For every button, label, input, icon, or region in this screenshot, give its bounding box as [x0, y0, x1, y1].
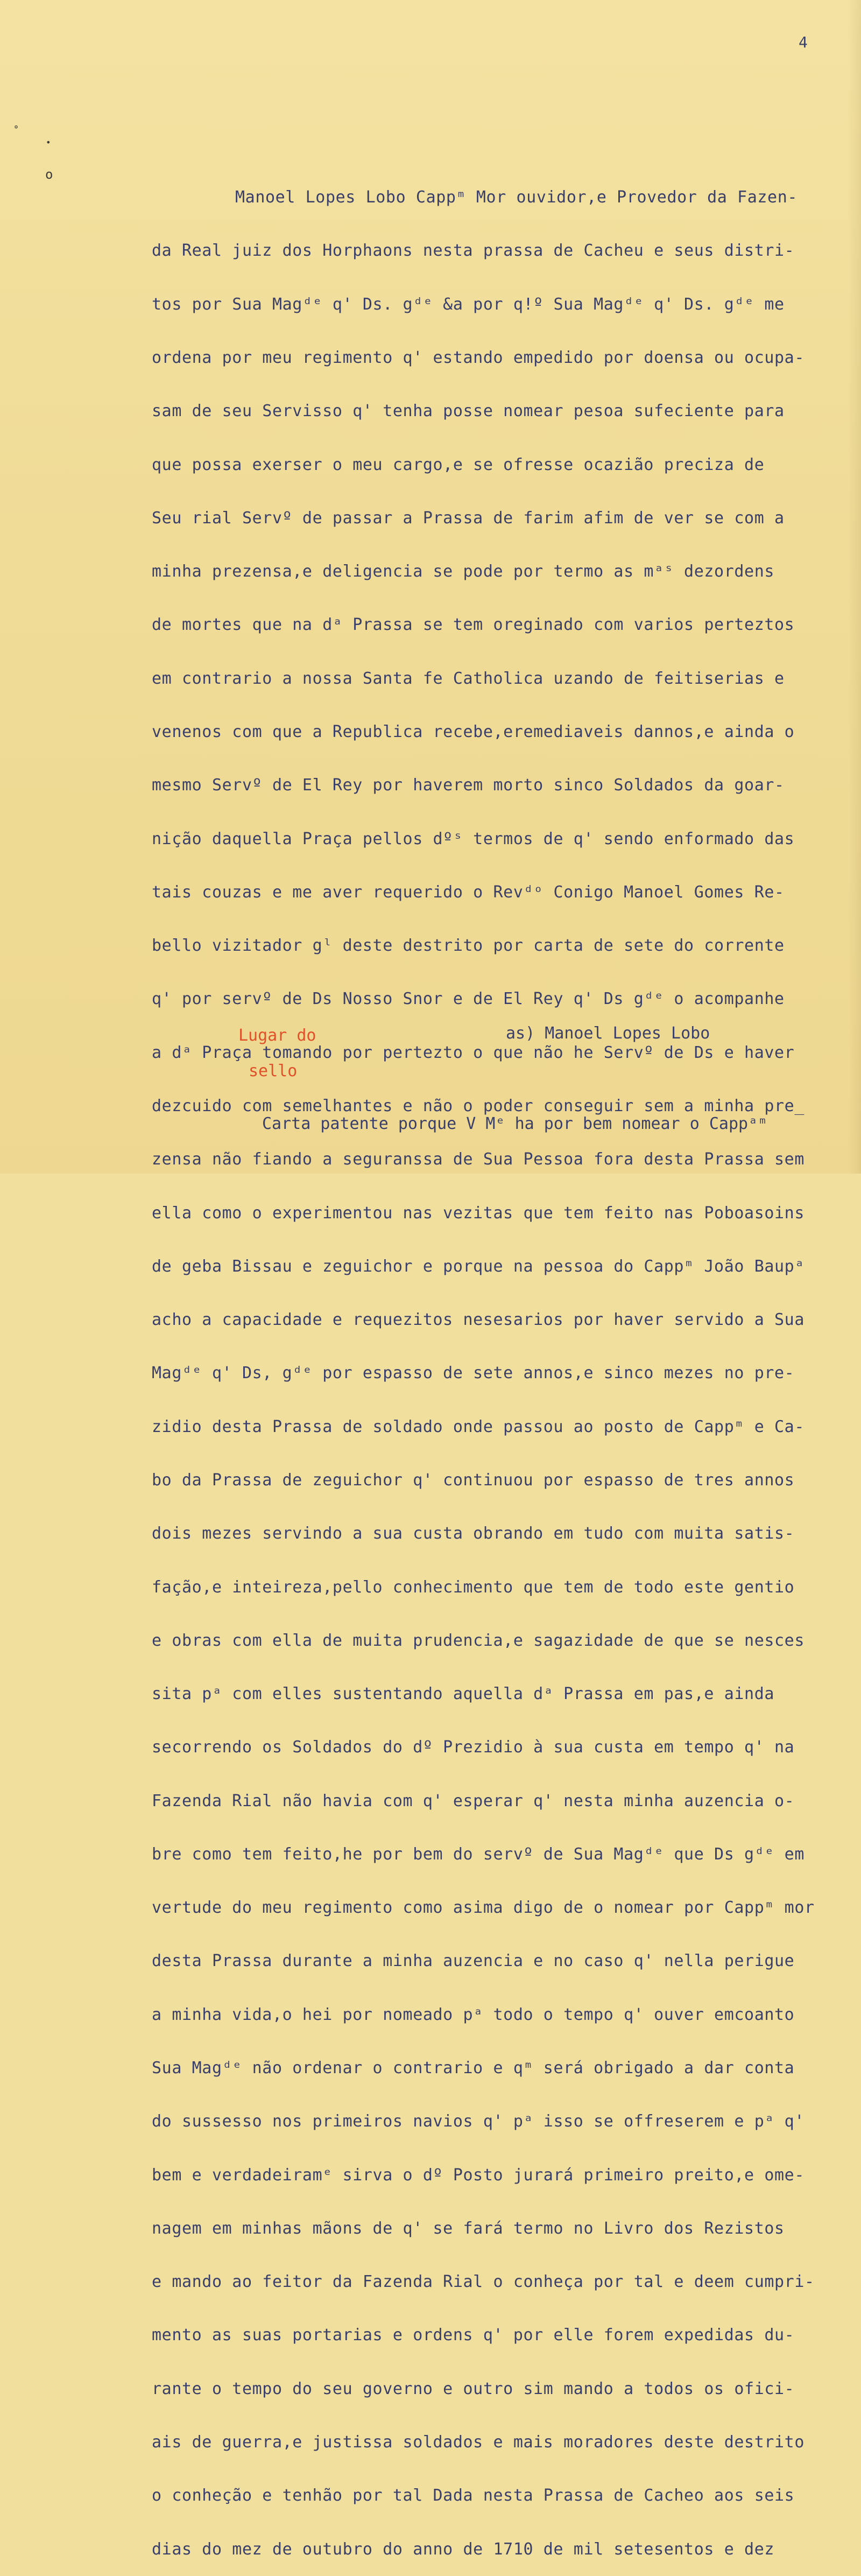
text-line: minha prezensa,e deligencia se pode por termo as mᵃˢ dezordens [152, 562, 775, 581]
text-line: dezcuido com semelhantes e não o poder conseguir sem a minha pre_ [152, 1096, 804, 1115]
text-line: dois mezes servindo a sua custa obrando em tudo com muita satis- [152, 1524, 795, 1543]
text-line: o conheção e tenhão por tal Dada nesta Prassa de Cacheo aos seis [152, 2486, 795, 2505]
text-line: Magᵈᵉ q' Ds, gᵈᵉ por espasso de sete annos,e sinco mezes no pre- [152, 1364, 795, 1383]
text-line: e obras com ella de muita prudencia,e sagazidade de que se nesces [152, 1631, 804, 1650]
text-line: de geba Bissau e zeguichor e porque na pessoa do Cappᵐ João Baupᵃ [152, 1257, 804, 1276]
text-line: zidio desta Prassa de soldado onde passou ao posto de Cappᵐ e Ca- [152, 1417, 804, 1436]
text-line: da Real juiz dos Horphaons nesta prassa de Cacheu e seus distri- [152, 241, 795, 261]
text-line: ais de guerra,e justissa soldados e mais moradores deste destrito [152, 2433, 804, 2452]
text-line: a minha vida,o hei por nomeado pᵃ todo o tempo q' ouver emcoanto [152, 2005, 795, 2024]
text-line: sita pᵃ com elles sustentando aquella dᵃ Prassa em pas,e ainda [152, 1684, 775, 1704]
text-line: zensa não fiando a seguranssa de Sua Pessoa fora desta Prassa sem [152, 1150, 804, 1169]
text-line: em contrario a nossa Santa fe Catholica uzando de feitiserias e [152, 669, 785, 688]
text-line: dias do mez de outubro do anno de 1710 de mil setesentos e dez [152, 2539, 775, 2559]
text-line: bem e verdadeiramᵉ sirva o dº Posto jurará primeiro preito,e ome- [152, 2165, 804, 2185]
text-line: ordena por meu regimento q' estando empedido por doensa ou ocupa- [152, 348, 804, 368]
text-line: nagem em minhas mãons de q' se fará termo no Livro dos Rezistos [152, 2219, 785, 2238]
margin-mark: • [46, 137, 51, 148]
text-line: mesmo Servº de El Rey por haverem morto sinco Soldados da goar- [152, 776, 785, 795]
seal-place-label: Lugar do [238, 1026, 316, 1045]
text-line: acho a capacidade e requezitos nesesarios por haver servido a Sua [152, 1310, 804, 1330]
text-line: de mortes que na dᵃ Prassa se tem oreginado com varios perteztos [152, 615, 795, 635]
text-line: Sua Magᵈᵉ não ordenar o contrario e qᵐ será obrigado a dar conta [152, 2059, 795, 2078]
page-number: 4 [799, 33, 808, 51]
text-line: fação,e inteireza,pello conhecimento que tem de todo este gentio [152, 1577, 795, 1597]
text-line: e mando ao feitor da Fazenda Rial o conheça por tal e deem cumpri- [152, 2272, 815, 2292]
text-line: sam de seu Servisso q' tenha posse nomear pesoa sufeciente para [152, 402, 785, 421]
text-line: bello vizitador gˡ deste destrito por carta de sete do corrente [152, 936, 785, 956]
margin-mark: o [45, 167, 53, 182]
text-line: secorrendo os Soldados do dº Prezidio à sua custa em tempo q' na [152, 1738, 795, 1757]
text-line: nição daquella Praça pellos dºˢ termos de q' sendo enformado das [152, 829, 795, 848]
text-line: que possa exerser o meu cargo,e se ofresse ocazião preciza de [152, 455, 765, 474]
closing-line: Carta patente porque V Mᵉ ha por bem nomear o Cappᵃᵐ [262, 1114, 768, 1133]
text-line: Fazenda Rial não havia com q' esperar q' nesta minha auzencia o- [152, 1791, 795, 1810]
document-body [152, 153, 857, 2576]
margin-mark: ˚ [13, 125, 20, 138]
text-line: desta Prassa durante a minha auzencia e no caso q' nella perigue [152, 1952, 795, 1971]
text-line: Manoel Lopes Lobo Cappᵐ Mor ouvidor,e Provedor da Fazen- [235, 188, 798, 207]
text-line: tais couzas e me aver requerido o Revᵈᵒ Conigo Manoel Gomes Re- [152, 882, 785, 902]
text-line: mento as suas portarias e ordens q' por elle forem expedidas du- [152, 2326, 795, 2345]
text-line: rante o tempo do seu governo e outro sim mando a todos os ofici- [152, 2379, 795, 2398]
text-line: do sussesso nos primeiros navios q' pᵃ isso se offreserem e pᵃ q' [152, 2112, 804, 2131]
seal-place-label: sello [249, 1062, 298, 1080]
text-line: Seu rial Servº de passar a Prassa de farim afim de ver se com a [152, 508, 785, 528]
text-line: a dᵃ Praça tomando por pertezto o que não he Servº de Ds e haver [152, 1043, 795, 1062]
text-line: bre como tem feito,he por bem do servº de Sua Magᵈᵉ que Ds gᵈᵉ em [152, 1844, 804, 1864]
text-line: vertude do meu regimento como asima digo de o nomear por Cappᵐ mor [152, 1898, 815, 1918]
signature-line: as) Manoel Lopes Lobo [506, 1024, 710, 1043]
text-line: venenos com que a Republica recebe,eremediaveis dannos,e ainda o [152, 722, 795, 741]
text-line: q' por servº de Ds Nosso Snor e de El Rey q' Ds gᵈᵉ o acompanhe [152, 989, 785, 1009]
text-line: ella como o experimentou nas vezitas que tem feito nas Poboasoins [152, 1203, 804, 1223]
text-line: bo da Prassa de zeguichor q' continuou por espasso de tres annos [152, 1470, 795, 1490]
text-line: tos por Sua Magᵈᵉ q' Ds. gᵈᵉ &a por q!º Sua Magᵈᵉ q' Ds. gᵈᵉ me [152, 294, 785, 314]
